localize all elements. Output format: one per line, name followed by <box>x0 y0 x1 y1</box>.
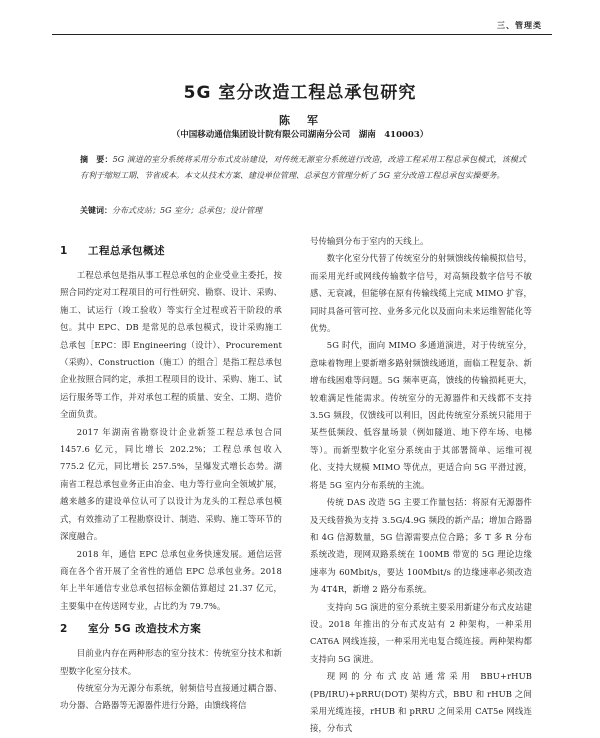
paragraph: 传统室分为无源分布系统，射频信号直接通过耦合器、功分器、合路器等无源器件进行分路，由馈线将信 <box>60 682 282 711</box>
paragraph: 2017 年湖南省勘察设计企业新签工程总承包合同 1457.6 亿元，同比增长 202.2%；工程总承包收入 775.2 亿元，同比增长 257.5%，呈爆发式增长态势。湖南省工程总承包业务正由冶金、电力等行业向全领域扩展，越来越多的建设单位认可了以设计为龙头的工程总承包模式，有效推动了工程勘察设计、制造、采购、施工等环节的深度融合。 <box>60 426 282 542</box>
paragraph: 2018 年，通信 EPC 总承包业务快速发展。通信运营商在各个省开展了全省性的通信 EPC 总承包业务。2018 年上半年通信专业总承包招标金额估算超过 21.37 亿元，主要集中在传送网专业，占比约为 79.7%。 <box>60 548 282 611</box>
keywords-text: 分布式皮站；5G 室分；总承包；设计管理 <box>112 206 263 215</box>
abstract-text: 5G 演进的室分系统将采用分布式皮站建设，对传统无源室分系统进行改造，改造工程采用工程总承包模式，该模式有利于缩短工期、节省成本。本文从技术方案、建设单位管理、总承包方管理分析了 5G 室分改造工程总承包实操要务。 <box>80 155 526 180</box>
abstract <box>80 151 526 184</box>
left-column <box>60 237 282 715</box>
author-affiliation: （中国移动通信集团设计院有限公司湖南分公司 湖南 410003） <box>171 130 429 140</box>
section-2-heading <box>60 619 282 639</box>
paragraph: 现网的分布式皮站通常采用 BBU+rHUB (PB/IRU)+pRRU(DOT) 架构方式，BBU 和 rHUB 之间采用光缆连接，rHUB 和 pRRU 之间采用 CAT5e 网线连接，分布式 <box>310 671 532 734</box>
paragraph: 号传输到分布于室内的天线上。 <box>310 236 429 246</box>
paragraph: 5G 时代，面向 MIMO 多通道演进，对于传统室分，意味着物理上要新增多路射频馈线通道，面临工程复杂、新增布线困难等问题。5G 频率更高，馈线的传输损耗更大，较难满足性能需求。传统室分的无源器件和天线都不支持 3.5G 频段，仅馈线可以利旧，因此传统室分系统只能用于某些低频段、低容量场景（例如隧道、地下停车场、电梯等）。而新型数字化室分系统由于其部署简单、运维可视化、支持大规模 MIMO 等优点，更适合向 5G 平滑过渡，将是 5G 室内分布系统的主流。 <box>310 340 532 490</box>
section-1-title: 工程总承包概述 <box>88 245 165 257</box>
section-2-number: 2 <box>60 623 68 636</box>
paragraph: 支持向 5G 演进的室分系统主要采用新建分布式皮站建设。2018 年推出的分布式皮站有 2 种架构，一种采用 CAT6A 网线连接，一种采用光电复合缆连接。两种架构都支持向 5G 演进。 <box>310 601 532 664</box>
paragraph: 目前业内存在两种形态的室分技术：传统室分技术和新型数字化室分技术。 <box>60 648 282 676</box>
header-rule <box>52 34 552 35</box>
keywords-label: 关键词： <box>80 205 112 215</box>
paper-title: 5G 室分改造工程总承包研究 <box>183 83 417 103</box>
paragraph: 传统 DAS 改造 5G 主要工作量包括：将原有无源器件及天线替换为支持 3.5G/4.9G 频段的新产品；增加合路器和 4G 信源数量，5G 信源需要点位合路；多 T 多 R 分布系统改造，现网双路系统在 100MB 带宽的 5G 理论边缘速率为 60Mbit/s，要达 100Mbit/s 的边缘速率必须改造为 4T4R，新增 2 路分布系统。 <box>310 497 532 595</box>
right-column <box>310 233 532 738</box>
paragraph: 工程总承包是指从事工程总承包的企业受业主委托，按照合同约定对工程项目的可行性研究、勘察、设计、采购、施工、试运行（竣工验收）等实行全过程或若干阶段的承包。其中 EPC、DB 是常见的总承包模式，设计采购施工总承包［EPC：即 Engineering（设计）、Procurement（采购）、Construction（施工）的组合］是指工程总承包企业按照合同约定，承担工程项目的设计、采购、施工、试运行服务等工作，并对承包工程的质量、安全、工期、造价全面负责。 <box>60 270 282 420</box>
section-2-title: 室分 5G 改造技术方案 <box>88 623 202 636</box>
section-1-number: 1 <box>60 245 68 257</box>
section-tag: 三、管理类 <box>497 21 542 30</box>
abstract-label: 摘 要： <box>80 154 113 164</box>
author-name: 陈 军 <box>279 114 321 127</box>
section-1-heading <box>60 241 282 261</box>
keywords <box>80 203 526 218</box>
paragraph: 数字化室分代替了传统室分的射频馈线传输模拟信号，而采用光纤或网线传输数字信号，对高频段数字信号不敏感、无衰减，但能够在原有传输线缆上完成 MIMO 扩容，同时具备可管可控、业务多元化以及面向未来运维智能化等优势。 <box>310 253 532 334</box>
